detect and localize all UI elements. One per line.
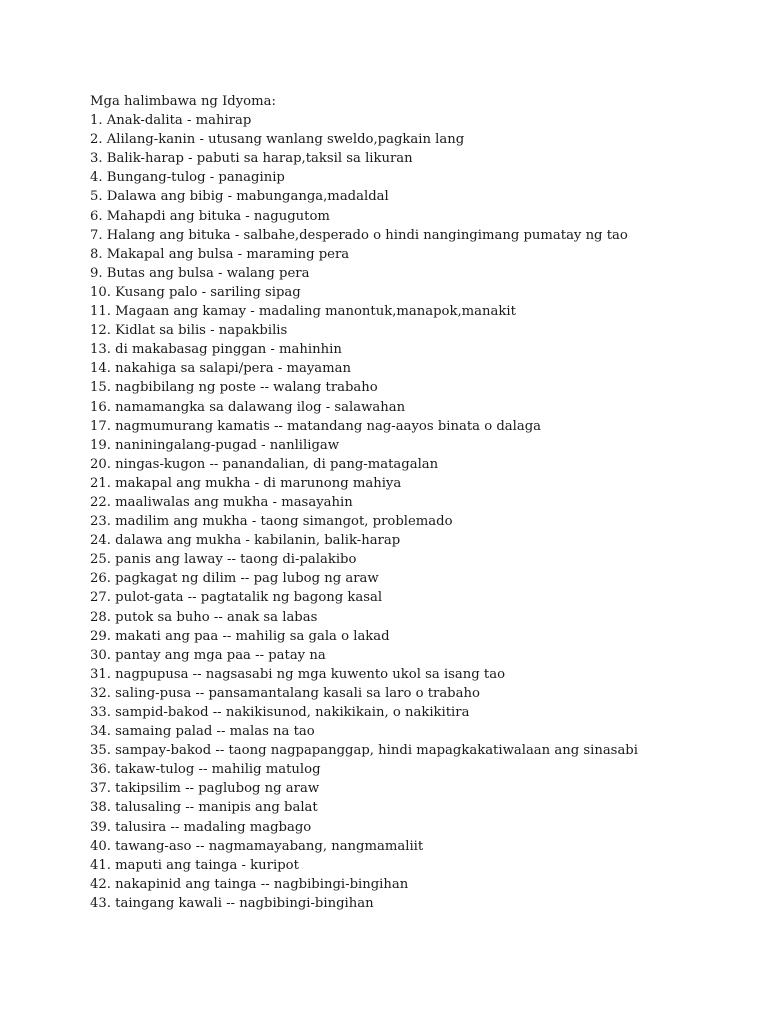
list-item: 29. makati ang paa -- mahilig sa gala o lakad (90, 628, 390, 644)
list-item: 16. namamangka sa dalawang ilog - salawahan (90, 399, 406, 415)
list-item: 20. ningas-kugon -- panandalian, di pang-matagalan (90, 456, 439, 472)
list-item: 5. Dalawa ang bibig - mabunganga,madaldal (90, 189, 389, 205)
list-item: 23. madilim ang mukha - taong simangot, problemado (90, 514, 453, 530)
list-item: 4. Bungang-tulog - panaginip (90, 170, 285, 186)
list-item: 22. maaliwalas ang mukha - masayahin (90, 494, 353, 510)
list-item: 6. Mahapdi ang bituka - nagugutom (90, 208, 330, 224)
list-item: 37. takipsilim -- paglubog ng araw (90, 781, 320, 797)
list-item: 39. talusira -- madaling magbago (90, 819, 312, 835)
list-item: 27. pulot-gata -- pagtatalik ng bagong kasal (90, 590, 383, 606)
list-item: 30. pantay ang mga paa -- patay na (90, 647, 326, 663)
list-item: 26. pagkagat ng dilim -- pag lubog ng araw (90, 571, 379, 587)
list-item: 13. di makabasag pinggan - mahinhin (90, 342, 342, 358)
list-item: 28. putok sa buho -- anak sa labas (90, 609, 318, 625)
list-item: 14. nakahiga sa salapi/pera - mayaman (90, 361, 352, 377)
list-item: 35. sampay-bakod -- taong nagpapanggap, hindi mapagkakatiwalaan ang sinasabi (90, 743, 638, 759)
list-item: 43. taingang kawali -- nagbibingi-bingihan (90, 895, 374, 911)
list-item: 1. Anak-dalita - mahirap (90, 113, 252, 129)
document-heading: Mga halimbawa ng Idyoma: (90, 94, 276, 109)
list-item: 40. tawang-aso -- nagmamayabang, nangmamaliit (90, 838, 424, 854)
list-item: 38. talusaling -- manipis ang balat (90, 800, 318, 816)
list-item: 3. Balik-harap - pabuti sa harap,taksil sa likuran (90, 151, 413, 167)
list-item: 12. Kidlat sa bilis - napakbilis (90, 323, 288, 339)
list-item: 25. panis ang laway -- taong di-palakibo (90, 552, 357, 568)
list-item: 21. makapal ang mukha - di marunong mahiya (90, 475, 402, 491)
list-item: 7. Halang ang bituka - salbahe,desperado o hindi nangingimang pumatay ng tao (90, 227, 628, 243)
list-item: 32. saling-pusa -- pansamantalang kasali sa laro o trabaho (90, 685, 480, 701)
list-item: 15. nagbibilang ng poste -- walang trabaho (90, 380, 378, 396)
list-item: 19. naniningalang-pugad - nanliligaw (90, 437, 340, 453)
list-item: 41. maputi ang tainga - kuripot (90, 857, 299, 873)
list-item: 42. nakapinid ang tainga -- nagbibingi-bingihan (90, 876, 409, 892)
list-item: 8. Makapal ang bulsa - maraming pera (90, 246, 350, 262)
list-item: 31. nagpupusa -- nagsasabi ng mga kuwento ukol sa isang tao (90, 666, 506, 682)
list-item: 2. Alilang-kanin - utusang wanlang sweldo,pagkain lang (90, 132, 465, 148)
list-item: 17. nagmumurang kamatis -- matandang nag-aayos binata o dalaga (90, 418, 542, 434)
list-item: 33. sampid-bakod -- nakikisunod, nakikikain, o nakikitira (90, 705, 470, 720)
list-item: 10. Kusang palo - sariling sipag (90, 284, 301, 300)
idiom-list (90, 92, 750, 913)
list-item: 36. takaw-tulog -- mahilig matulog (90, 762, 321, 778)
list-item: 11. Magaan ang kamay - madaling manontuk,manapok,manakit (90, 304, 516, 320)
list-item: 24. dalawa ang mukha - kabilanin, balik-harap (90, 533, 401, 549)
list-item: 34. samaing palad -- malas na tao (90, 724, 315, 740)
list-item: 9. Butas ang bulsa - walang pera (90, 265, 310, 281)
